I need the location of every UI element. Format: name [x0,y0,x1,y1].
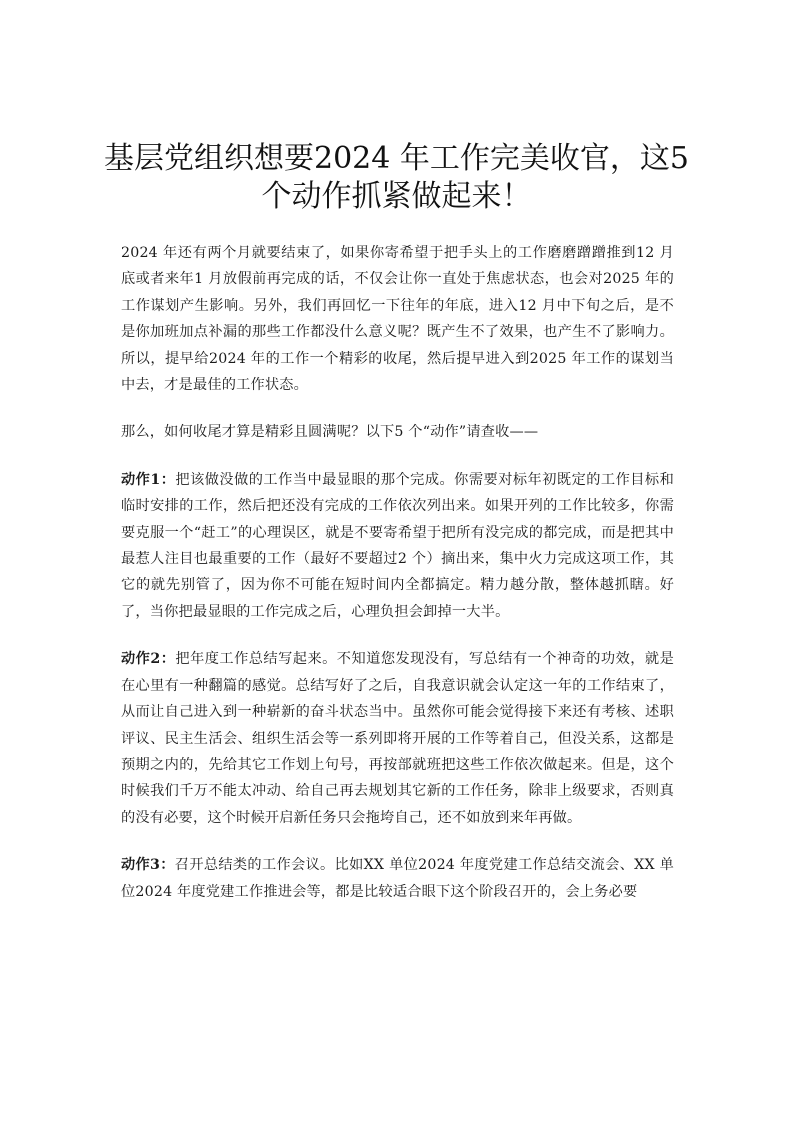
paragraph-text: 召开总结类的工作会议。比如XX 单位2024 年度党建工作总结交流会、XX 单位2024 年度党建工作推进会等，都是比较适合眼下这个阶段召开的，会上务必要 [121,857,674,900]
paragraph-lead: 动作2： [121,651,176,668]
document-body [121,240,674,926]
paragraph-transition [121,419,674,445]
document-title: 基层党组织想要2024 年工作完美收官，这5 个动作抓紧做起来！ [104,141,689,214]
paragraph-action-3 [121,852,674,905]
paragraph-action-1 [121,467,674,625]
paragraph-text: 把该做没做的工作当中最显眼的那个完成。你需要对标年初既定的工作目标和临时安排的工作，然后把还没有完成的工作依次列出来。如果开列的工作比较多，你需要克服一个“赶工”的心理误区，就是不要寄希望于把所有没完成的都完成，而是把其中最惹人注目也最重要的工作（最好不要超过2 个）摘出来，集中火力完成这项工作，其它的就先别管了，因为你不可能在短时间内全都搞定。精力越分散，整体越抓瞎。好了，当你把最显眼的工作完成之后，心理负担会卸掉一大半。 [121,471,674,620]
paragraph-text: 把年度工作总结写起来。不知道您发现没有，写总结有一个神奇的功效，就是在心里有一种翻篇的感觉。总结写好了之后，自我意识就会认定这一年的工作结束了，从而让自己进入到一种崭新的奋斗状态当中。虽然你可能会觉得接下来还有考核、述职评议、民主生活会、组织生活会等一系列即将开展的工作等着自己，但没关系，这都是预期之内的，先给其它工作划上句号，再按部就班把这些工作依次做起来。但是，这个时候我们千万不能太冲动、给自己再去规划其它新的工作任务，除非上级要求，否则真的没有必要，这个时候开启新任务只会拖垮自己，还不如放到来年再做。 [121,651,674,826]
paragraph-action-2 [121,646,674,831]
paragraph-lead: 动作1： [121,471,176,488]
paragraph-text: 2024 年还有两个月就要结束了，如果你寄希望于把手头上的工作磨磨蹭蹭推到12 月底或者来年1 月放假前再完成的话，不仅会让你一直处于焦虑状态，也会对2025 年的工作谋划产生影响。另外，我们再回忆一下往年的年底，进入12 月中下旬之后，是不是你加班加点补漏的那些工作都没什么意义呢？既产生不了效果，也产生不了影响力。所以，提早给2024 年的工作一个精彩的收尾，然后提早进入到2025 年工作的谋划当中去，才是最佳的工作状态。 [121,245,674,394]
paragraph-lead: 动作3： [121,857,175,874]
paragraph-intro [121,240,674,398]
paragraph-text: 那么，如何收尾才算是精彩且圆满呢？以下5 个“动作”请查收—— [121,424,539,441]
